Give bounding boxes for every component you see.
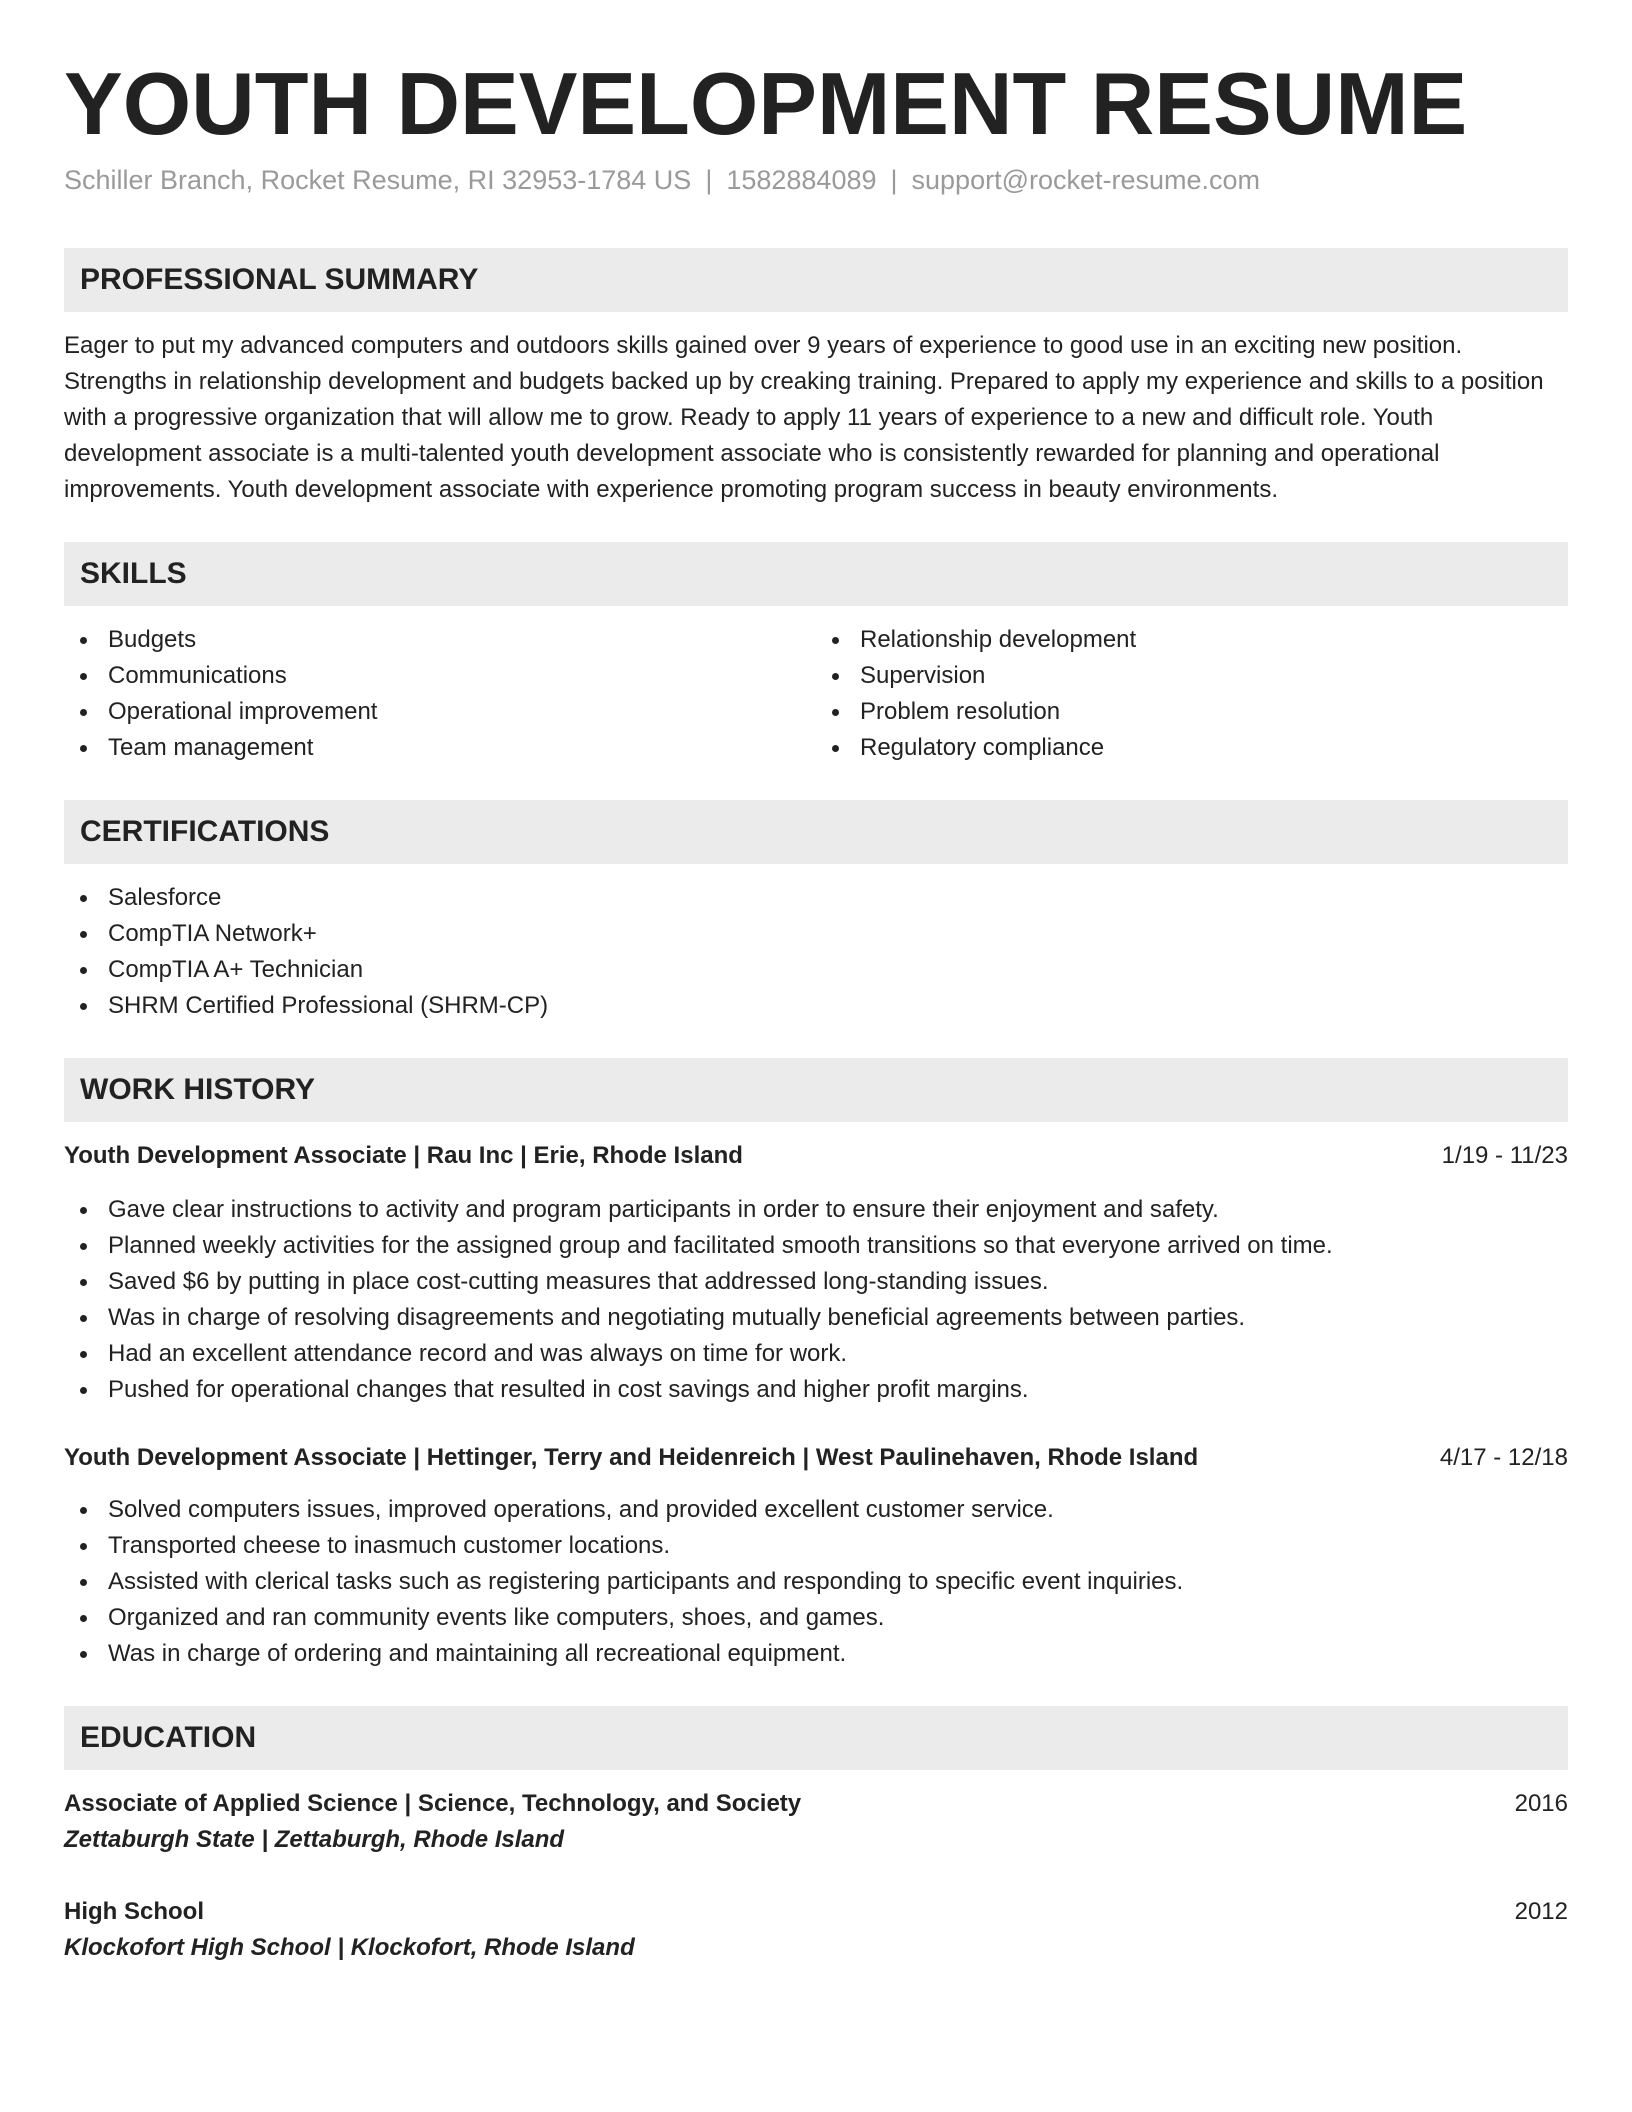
job-duty: Pushed for operational changes that resulted in cost savings and higher profit margins. <box>64 1372 1568 1408</box>
education-heading: EDUCATION <box>64 1706 1568 1770</box>
skill-item: Communications <box>64 658 816 694</box>
job-dates: 4/17 - 12/18 <box>1439 1444 1568 1471</box>
contact-address: Schiller Branch, Rocket Resume, RI 32953-1784 US <box>64 165 692 195</box>
skill-item: Operational improvement <box>64 694 816 730</box>
job-duty: Solved computers issues, improved operations, and provided excellent customer service. <box>64 1492 1568 1528</box>
education-degree: Associate of Applied Science | Science, Technology, and Society <box>64 1790 802 1817</box>
certifications-list <box>64 880 1568 1024</box>
education-year: 2016 <box>1514 1790 1568 1817</box>
job-duties <box>64 1492 1568 1672</box>
education-school: Zettaburgh State | Zettaburgh, Rhode Island <box>64 1826 565 1853</box>
skill-item: Team management <box>64 730 816 766</box>
contact-email: support@rocket-resume.com <box>911 165 1261 195</box>
job-header <box>64 1138 1568 1174</box>
certification-item: SHRM Certified Professional (SHRM-CP) <box>64 988 1568 1024</box>
education-header <box>64 1786 1568 1822</box>
skill-item: Supervision <box>816 658 1568 694</box>
summary-text: Eager to put my advanced computers and outdoors skills gained over 9 years of experience to good use in an exciting new position. Strengths in relationship development and budgets backed up by creaking training. Prepared to apply my experience and skills to a position with a progressive organization that will allow me to grow. Ready to apply 11 years of experience to a new and difficult role. Youth development associate is a multi-talented youth development associate who is consistently rewarded for planning and operational improvements. Youth development associate with experience promoting program success in beauty environments. <box>64 332 1544 503</box>
job-duty: Organized and ran community events like computers, shoes, and games. <box>64 1600 1568 1636</box>
job-duty: Saved $6 by putting in place cost-cutting measures that addressed long-standing issues. <box>64 1264 1568 1300</box>
job-duty: Had an excellent attendance record and was always on time for work. <box>64 1336 1568 1372</box>
skill-item: Regulatory compliance <box>816 730 1568 766</box>
job-duty: Transported cheese to inasmuch customer locations. <box>64 1528 1568 1564</box>
skills-column-right <box>816 622 1568 766</box>
job-duty: Gave clear instructions to activity and program participants in order to ensure their enjoyment and safety. <box>64 1192 1568 1228</box>
education-school: Klockofort High School | Klockofort, Rhode Island <box>64 1934 635 1961</box>
education-year: 2012 <box>1514 1898 1568 1925</box>
job-entry <box>64 1440 1568 1672</box>
contact-separator: | <box>890 165 898 195</box>
job-duties <box>64 1192 1568 1408</box>
skills-column-left <box>64 622 816 766</box>
certification-item: Salesforce <box>64 880 1568 916</box>
job-entry <box>64 1138 1568 1408</box>
education-entry <box>64 1786 1568 1858</box>
certification-item: CompTIA Network+ <box>64 916 1568 952</box>
job-header <box>64 1440 1568 1476</box>
summary-heading: PROFESSIONAL SUMMARY <box>64 248 1568 312</box>
education-header <box>64 1894 1568 1930</box>
job-duty: Planned weekly activities for the assigned group and facilitated smooth transitions so that everyone arrived on time. <box>64 1228 1568 1264</box>
job-title: Youth Development Associate | Hettinger, Terry and Heidenreich | West Paulinehaven, Rhode Island <box>64 1444 1199 1471</box>
job-dates: 1/19 - 11/23 <box>1441 1142 1568 1169</box>
skills-heading: SKILLS <box>64 542 1568 606</box>
skill-item: Budgets <box>64 622 816 658</box>
education-degree: High School <box>64 1898 204 1925</box>
skill-item: Problem resolution <box>816 694 1568 730</box>
certifications-heading: CERTIFICATIONS <box>64 800 1568 864</box>
certification-item: CompTIA A+ Technician <box>64 952 1568 988</box>
work-history-heading: WORK HISTORY <box>64 1058 1568 1122</box>
skills-list <box>64 622 1568 766</box>
resume-title: YOUTH DEVELOPMENT RESUME <box>64 54 1468 153</box>
job-duty: Assisted with clerical tasks such as registering participants and responding to specific event inquiries. <box>64 1564 1568 1600</box>
job-title: Youth Development Associate | Rau Inc | Erie, Rhode Island <box>64 1142 743 1169</box>
skill-item: Relationship development <box>816 622 1568 658</box>
contact-phone: 1582884089 <box>726 165 877 195</box>
contact-line <box>64 162 1568 198</box>
education-entry <box>64 1894 1568 1966</box>
job-duty: Was in charge of resolving disagreements and negotiating mutually beneficial agreements between parties. <box>64 1300 1568 1336</box>
job-duty: Was in charge of ordering and maintaining all recreational equipment. <box>64 1636 1568 1672</box>
contact-separator: | <box>705 165 713 195</box>
